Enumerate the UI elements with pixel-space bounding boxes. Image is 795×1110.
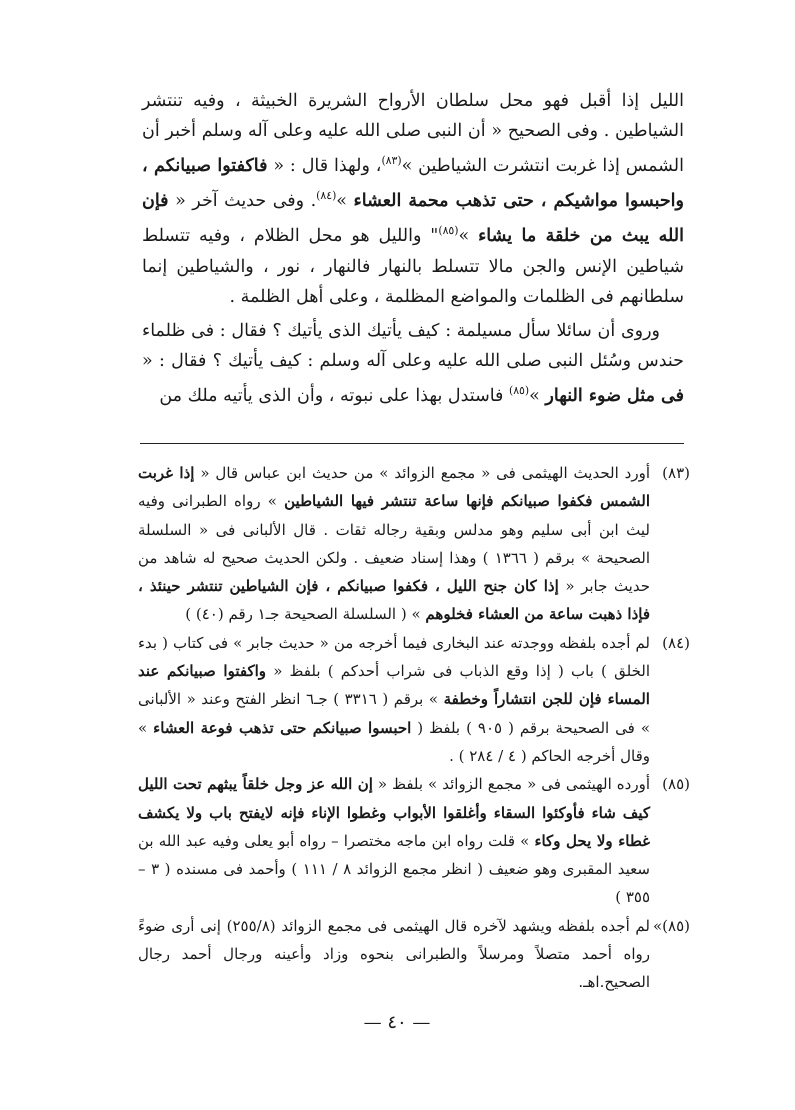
footnote-marker: (٨٤) bbox=[316, 189, 337, 203]
footnote-divider bbox=[140, 443, 684, 444]
paragraph-2 bbox=[142, 316, 684, 411]
paragraph-1 bbox=[142, 86, 684, 312]
text-run: » برقم ( ٣٣١٦ ) جـ٦ انظر الفتح وعند « الألبانى » فى الصحيحة برقم ( ٩٠٥ ) بلفظ ( bbox=[138, 690, 650, 737]
hadith-quote: إذا غربت الشمس فكفوا صبيانكم فإنها ساعة تنتشر فيها الشياطين bbox=[138, 464, 650, 511]
footnote-text bbox=[138, 629, 650, 770]
footnote-marker: (٨٣) bbox=[381, 154, 402, 168]
text-run: أورد الحديث الهيثمى فى « مجمع الزوائد » من حديث ابن عباس قال « bbox=[194, 464, 650, 482]
footnote-marker: (٨٥) bbox=[509, 384, 530, 398]
footnote-text bbox=[138, 770, 650, 911]
text-run: » bbox=[458, 226, 479, 247]
footnote-number: (٨٤) bbox=[662, 633, 690, 652]
text-run: » bbox=[529, 386, 546, 407]
hadith-quote: واكفتوا صبيانكم عند المساء فإن للجن انتشاراً وخطفة bbox=[138, 662, 650, 709]
footnote-number: (٨٣) bbox=[662, 464, 690, 482]
hadith-quote: فى مثل ضوء النهار bbox=[545, 386, 684, 407]
main-text bbox=[142, 86, 684, 411]
text-run: وروى أن سائلا سأل مسيلمة : كيف يأتيك الذى يأتيك ؟ فقال : فى ظلماء حندس وسُئل النبى صلى الله عليه وعلى آله وسلم : كيف يأتيك ؟ فقال : « bbox=[142, 320, 684, 372]
text-run: " والليل هو محل الظلام ، وفيه تتسلط شياطين الإنس والجن مالا تتسلط بالنهار فالنهار ، نور ، والشياطين إنما سلطانهم فى الظلمات والمواضع المظلمة ، وعلى أهل الظلمة . bbox=[142, 226, 684, 307]
footnote bbox=[138, 912, 690, 997]
footnote bbox=[138, 459, 690, 629]
text-run: لم أجده بلفظه ووجدته عند البخارى فيما أخرجه من « حديث جابر » فى كتاب ( بدء الخلق ) باب ( إذا وقع الذباب فى شراب أحدكم ) بلفظ « bbox=[138, 633, 650, 681]
text-run: » bbox=[336, 191, 354, 212]
text-run: » وقال أخرجه الحاكم ( ٤ / ٢٨٤ ) . bbox=[138, 718, 650, 765]
footnote-marker: (٨٥) bbox=[438, 224, 459, 238]
footnote bbox=[138, 629, 690, 770]
text-run: » قلت رواه ابن ماجه مختصرا – رواه أبو يعلى وفيه عبد الله بن سعيد المقبرى وهو ضعيف ( انظر مجمع الزوائد ٨ / ١١١ ) وأحمد فى مسنده ( ٣ – ٣٥٥ ) bbox=[138, 831, 650, 907]
text-run: » رواه الطبرانى وفيه ليث ابن أبى سليم وهو مدلس وبقية رجاله ثقات . قال الألبانى فى « السلسلة الصحيحة » برقم ( ١٣٦٦ ) وهذا إسناد ضعيف . ولكن الحديث صحيح له شاهد من حديث جابر « bbox=[138, 492, 651, 596]
hadith-quote: إذا كان جنح الليل ، فكفوا صبيانكم ، فإن الشياطين تنتشر حينئذ ، فإذا ذهبت ساعة من العشاء فخلوهم bbox=[138, 577, 650, 624]
text-run: فاستدل بهذا على نبوته ، وأن الذى يأتيه ملك من bbox=[159, 386, 509, 407]
text-run: الليل إذا أقبل فهو محل سلطان الأرواح الشريرة الخبيثة ، وفيه تنتشر الشياطين . وفى الصحيح « أن النبى صلى الله عليه وعلى آله وسلم أخبر أن الشمس إذا غربت انتشرت الشياطين » bbox=[142, 91, 684, 177]
footnote-text bbox=[138, 912, 650, 997]
text-run: ، ولهذا قال : « bbox=[267, 156, 382, 177]
footnotes bbox=[138, 459, 690, 997]
footnote bbox=[138, 770, 690, 911]
footnote-number: (٨٥)» bbox=[652, 916, 690, 935]
footnote-text bbox=[138, 459, 650, 629]
hadith-quote: فإن الله يبث من خلقة ما يشاء bbox=[142, 191, 684, 247]
hadith-quote: إن الله عز وجل خلقاً يبثهم تحت الليل كيف شاء فأوكئوا السقاء وأغلقوا الأبواب وغطوا الإناء فإنه لايفتح باب ولا يكشف غطاء ولا يحل وكاء bbox=[138, 775, 650, 850]
text-run: لم أجده بلفظه ويشهد لآخره قال الهيثمى فى مجمع الزوائد (٢٥٥/٨) إنى أرى ضوءً رواه أحمد متصلاً ومرسلاً والطبرانى بنحوه وزاد وأعينه ورجال أحمد رجال الصحيح.اهـ. bbox=[138, 916, 650, 992]
text-run: » ( السلسلة الصحيحة جـ١ رقم (٤٠) ) bbox=[185, 605, 426, 624]
text-run: . وفى حديث آخر « bbox=[168, 191, 317, 212]
text-run: أورده الهيثمى فى « مجمع الزوائد » بلفظ « bbox=[372, 775, 650, 794]
hadith-quote: احبسوا صبيانكم حتى تذهب فوعة العشاء bbox=[153, 718, 412, 737]
page-number: — ٤٠ — bbox=[363, 1012, 431, 1033]
hadith-quote: فاكفتوا صبيانكم ، واحبسوا مواشيكم ، حتى تذهب محمة العشاء bbox=[142, 156, 684, 212]
footnote-number: (٨٥) bbox=[662, 775, 690, 794]
